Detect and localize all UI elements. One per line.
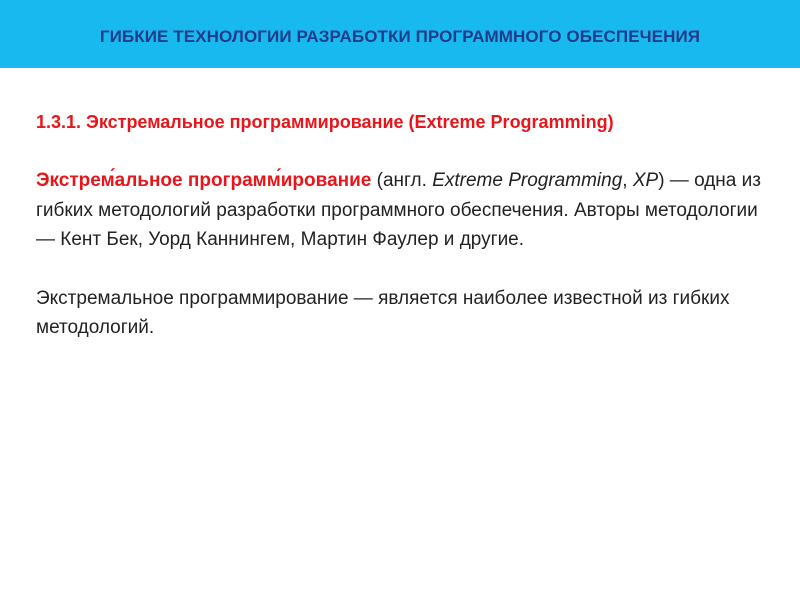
- section-heading: 1.3.1. Экстремальное программирование (Extreme Programming): [36, 112, 614, 132]
- abbreviation: XP: [632, 170, 659, 191]
- term-highlight: Экстрем́альное программ́ирование: [36, 170, 372, 191]
- definition-paragraph: [36, 166, 766, 255]
- english-name: Extreme Programming: [432, 170, 623, 191]
- summary-paragraph: Экстремальное программирование — является наиболее известной из гибких методологий.: [36, 287, 730, 338]
- slide-title: ГИБКИЕ ТЕХНОЛОГИИ РАЗРАБОТКИ ПРОГРАММНОГО ОБЕСПЕЧЕНИЯ: [99, 27, 701, 46]
- title-banner: [0, 0, 800, 68]
- paren-open-text: (англ.: [371, 170, 433, 191]
- slide-content: [36, 108, 766, 343]
- comma-text: ,: [622, 170, 633, 191]
- definition-text: ) — одна из гибких методологий разработки программного обеспечения. Авторы методологии — Кент Бек, Уорд Каннингем, Мартин Фаулер и другие.: [36, 170, 761, 250]
